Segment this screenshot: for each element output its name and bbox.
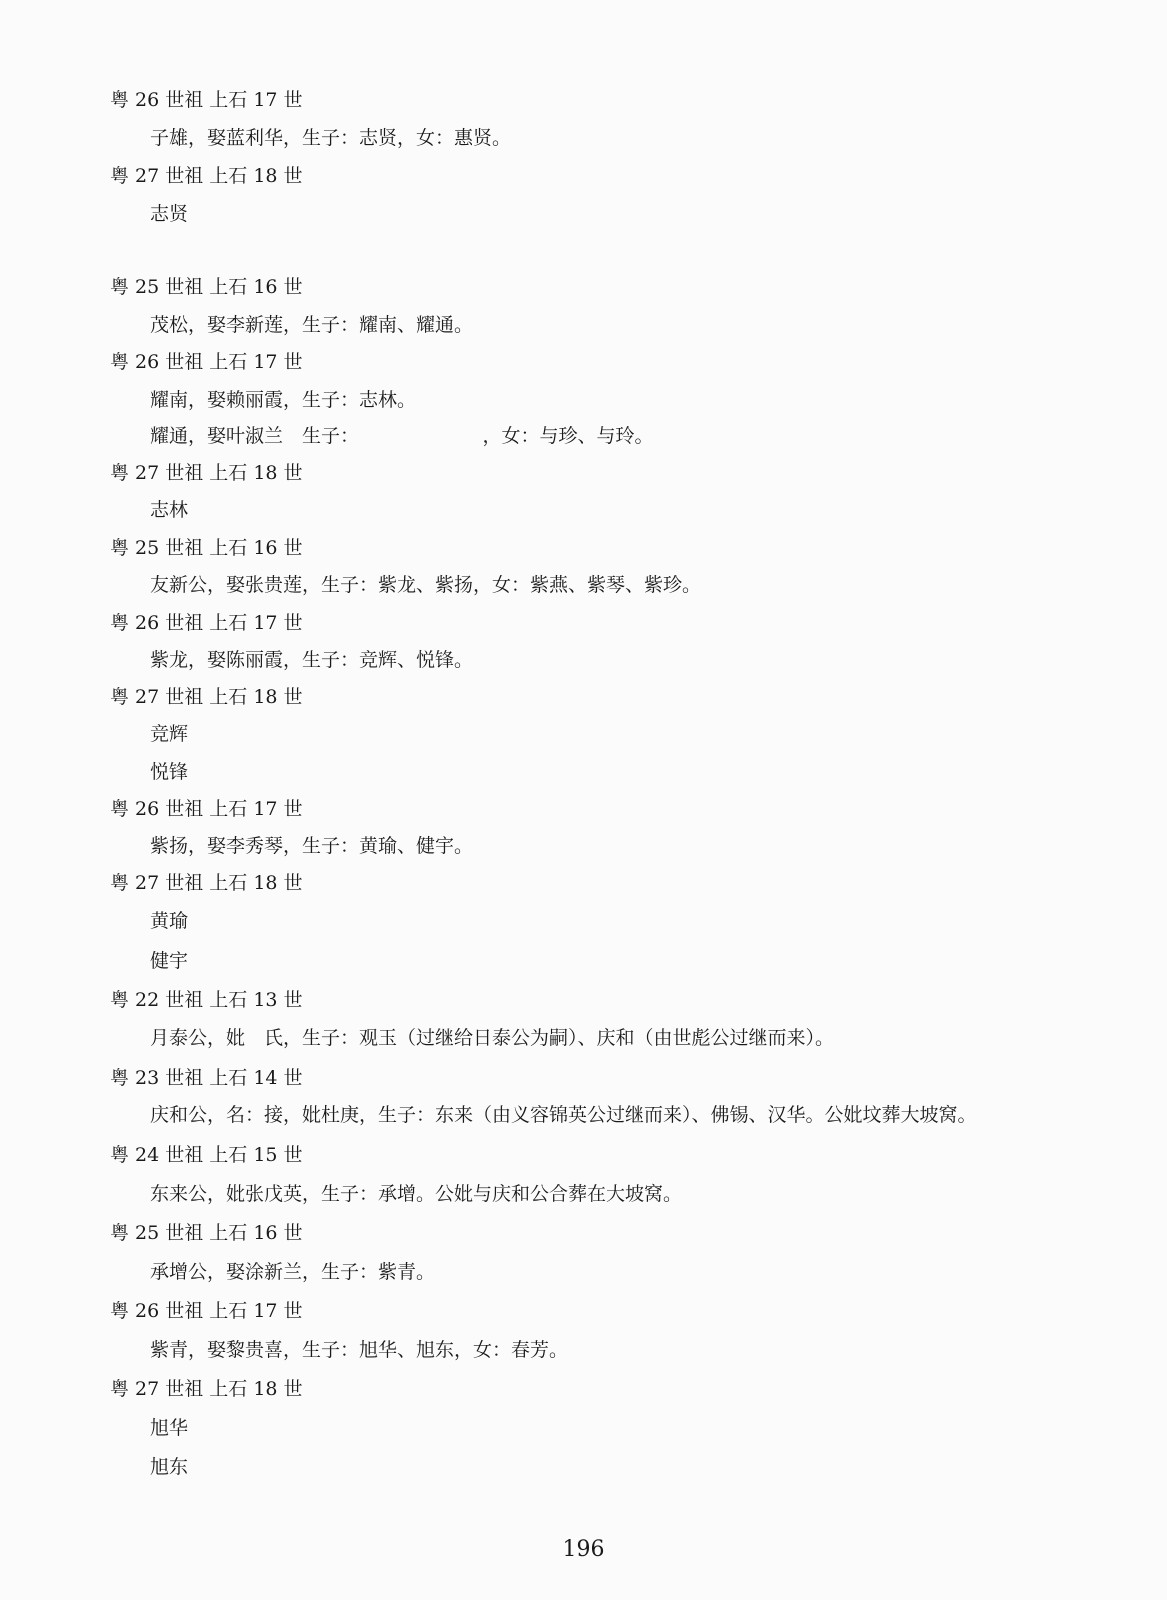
person-entry: 承增公，娶涂新兰，生子：紫青。 <box>150 1261 436 1283</box>
generation-heading: 粤 25 世祖 上石 16 世 <box>110 537 303 559</box>
person-entry: 黄瑜 <box>150 910 189 932</box>
generation-heading: 粤 27 世祖 上石 18 世 <box>110 1378 303 1400</box>
person-entry: 子雄，娶蓝利华，生子：志贤，女：惠贤。 <box>150 127 512 149</box>
person-entry: 紫扬，娶李秀琴，生子：黄瑜、健宇。 <box>150 835 474 857</box>
person-entry: 庆和公，名：接，妣杜庚，生子：东来（由义容锦英公过继而来）、佛锡、汉华。公妣坟葬大坡窝。 <box>150 1104 977 1126</box>
person-entry: 健宇 <box>150 950 189 972</box>
generation-heading: 粤 23 世祖 上石 14 世 <box>110 1067 303 1089</box>
generation-heading: 粤 26 世祖 上石 17 世 <box>110 89 303 111</box>
person-entry: 旭东 <box>150 1456 189 1478</box>
person-entry: 志林 <box>150 499 189 521</box>
generation-heading: 粤 27 世祖 上石 18 世 <box>110 165 303 187</box>
generation-heading: 粤 24 世祖 上石 15 世 <box>110 1144 303 1166</box>
person-entry: 紫青，娶黎贵喜，生子：旭华、旭东，女：春芳。 <box>150 1339 569 1361</box>
generation-heading: 粤 26 世祖 上石 17 世 <box>110 1300 303 1322</box>
person-entry: 竞辉 <box>150 723 189 745</box>
generation-heading: 粤 27 世祖 上石 18 世 <box>110 872 303 894</box>
person-entry: 悦锋 <box>150 761 189 783</box>
person-entry: 志贤 <box>150 203 189 225</box>
generation-heading: 粤 26 世祖 上石 17 世 <box>110 612 303 634</box>
person-entry: 旭华 <box>150 1417 189 1439</box>
generation-heading: 粤 26 世祖 上石 17 世 <box>110 351 303 373</box>
person-entry: 紫龙，娶陈丽霞，生子：竞辉、悦锋。 <box>150 649 474 671</box>
page-number: 196 <box>562 1537 605 1562</box>
person-entry: 耀通，娶叶淑兰 生子： ，女：与珍、与玲。 <box>150 425 654 447</box>
generation-heading: 粤 25 世祖 上石 16 世 <box>110 1222 303 1244</box>
person-entry: 友新公，娶张贵莲，生子：紫龙、紫扬，女：紫燕、紫琴、紫珍。 <box>150 574 702 596</box>
generation-heading: 粤 27 世祖 上石 18 世 <box>110 462 303 484</box>
generation-heading: 粤 26 世祖 上石 17 世 <box>110 798 303 820</box>
generation-heading: 粤 27 世祖 上石 18 世 <box>110 686 303 708</box>
person-entry: 茂松，娶李新莲，生子：耀南、耀通。 <box>150 314 474 336</box>
person-entry: 东来公，妣张戊英，生子：承增。公妣与庆和公合葬在大坡窝。 <box>150 1183 683 1205</box>
person-entry: 月泰公，妣 氏，生子：观玉（过继给日泰公为嗣）、庆和（由世彪公过继而来）。 <box>150 1027 835 1049</box>
generation-heading: 粤 25 世祖 上石 16 世 <box>110 276 303 298</box>
person-entry: 耀南，娶赖丽霞，生子：志林。 <box>150 389 417 411</box>
generation-heading: 粤 22 世祖 上石 13 世 <box>110 989 303 1011</box>
